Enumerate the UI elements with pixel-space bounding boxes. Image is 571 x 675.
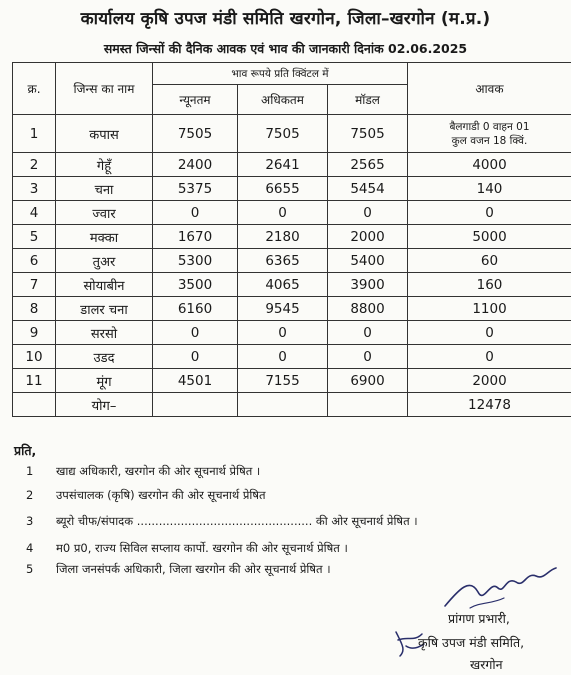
cell-serial: 7: [13, 273, 56, 297]
cell-min: 3500: [153, 273, 238, 297]
handwritten-signature: [440, 558, 560, 618]
header-min-price: न्यूनतम: [153, 85, 238, 115]
table-row: [13, 321, 571, 345]
cell-arrival: 4000: [408, 153, 571, 177]
cell-min: 1670: [153, 225, 238, 249]
cell-min: 2400: [153, 153, 238, 177]
cell-arrival: 140: [408, 177, 571, 201]
table-row: [13, 273, 571, 297]
cell-serial: 10: [13, 345, 56, 369]
signatory-place: खरगोन: [470, 657, 503, 672]
cell-arrival: [408, 115, 571, 153]
cell-commodity: सरसो: [56, 321, 153, 345]
signatory-office: कृषि उपज मंडी समिति,: [418, 635, 525, 650]
distribution-text: म0 प्र0, राज्य सिविल सप्लाय कार्पो. खरगोन की ओर सूचनार्थ प्रेषित ।: [56, 541, 348, 555]
distribution-number: 4: [26, 541, 34, 555]
arrival-line-vehicles: बैलगाडी 0 वाहन 01: [449, 120, 530, 133]
distribution-number: 5: [26, 562, 34, 576]
cell-arrival: 5000: [408, 225, 571, 249]
cell-modal: 0: [328, 345, 408, 369]
cell-max: 7155: [238, 369, 328, 393]
table-row: [13, 297, 571, 321]
cell-serial: 2: [13, 153, 56, 177]
cell-modal: 0: [328, 201, 408, 225]
cell-arrival: 0: [408, 321, 571, 345]
cell-modal: 2565: [328, 153, 408, 177]
cell-empty: [153, 393, 238, 417]
cell-serial: 9: [13, 321, 56, 345]
cell-max: 4065: [238, 273, 328, 297]
cell-arrival: 160: [408, 273, 571, 297]
cell-max: 7505: [238, 115, 328, 153]
cell-commodity: ज्वार: [56, 201, 153, 225]
cell-max: 0: [238, 201, 328, 225]
cell-serial: 8: [13, 297, 56, 321]
table-row: [13, 201, 571, 225]
distribution-text: जिला जनसंपर्क अधिकारी, जिला खरगोन की ओर सूचनार्थ प्रेषित ।: [56, 562, 331, 576]
cell-commodity: तुअर: [56, 249, 153, 273]
cell-serial: 5: [13, 225, 56, 249]
cell-modal: 6900: [328, 369, 408, 393]
header-arrival: आवक: [408, 63, 571, 115]
cell-min: 4501: [153, 369, 238, 393]
cell-serial: 11: [13, 369, 56, 393]
cell-commodity: सोयाबीन: [56, 273, 153, 297]
table-row: [13, 249, 571, 273]
cell-modal: 5454: [328, 177, 408, 201]
cell-serial: 1: [13, 115, 56, 153]
distribution-item: [14, 541, 348, 556]
distribution-item: [14, 464, 260, 479]
table-row: [13, 153, 571, 177]
cell-commodity: मक्का: [56, 225, 153, 249]
cell-max: 0: [238, 321, 328, 345]
distribution-number: 2: [26, 488, 34, 502]
office-title: कार्यालय कृषि उपज मंडी समिति खरगोन, जिला–खरगोन (म.प्र.): [80, 9, 491, 29]
table-row: [13, 225, 571, 249]
cell-empty: [328, 393, 408, 417]
cell-commodity: मूंग: [56, 369, 153, 393]
cell-arrival: 0: [408, 201, 571, 225]
cell-commodity: चना: [56, 177, 153, 201]
cell-max: 6655: [238, 177, 328, 201]
header-modal-price: मॉडल: [328, 85, 408, 115]
header-price-group: भाव रूपये प्रति क्विंटल में: [153, 63, 408, 85]
total-row: [13, 393, 571, 417]
header-serial: क्र.: [13, 63, 56, 115]
distribution-item: [14, 514, 418, 529]
price-arrival-table: [12, 62, 571, 417]
distribution-number: 1: [26, 464, 34, 478]
table-row: [13, 345, 571, 369]
cell-modal: 3900: [328, 273, 408, 297]
distribution-item: [14, 562, 331, 577]
total-arrival: 12478: [408, 393, 571, 417]
header-max-price: अधिकतम: [238, 85, 328, 115]
distribution-heading: प्रति,: [14, 443, 37, 458]
cell-modal: 8800: [328, 297, 408, 321]
table-row: [13, 177, 571, 201]
cell-min: 0: [153, 321, 238, 345]
cell-min: 0: [153, 345, 238, 369]
cell-min: 5300: [153, 249, 238, 273]
cell-empty: [13, 393, 56, 417]
signatory-designation: प्रांगण प्रभारी,: [448, 611, 510, 626]
distribution-text: ब्यूरो चीफ/संपादक ................................................ की ओर सूचनार्थ प्रेषित ।: [56, 514, 418, 528]
cell-min: 5375: [153, 177, 238, 201]
cell-empty: [238, 393, 328, 417]
cell-modal: 2000: [328, 225, 408, 249]
cell-serial: 6: [13, 249, 56, 273]
cell-arrival: 60: [408, 249, 571, 273]
cell-serial: 3: [13, 177, 56, 201]
distribution-item: [14, 488, 266, 503]
distribution-number: 3: [26, 514, 34, 528]
cell-arrival: 1100: [408, 297, 571, 321]
cell-commodity: गेहूँ: [56, 153, 153, 177]
cell-arrival: 0: [408, 345, 571, 369]
table-row: [13, 115, 571, 153]
cell-min: 0: [153, 201, 238, 225]
cell-arrival: 2000: [408, 369, 571, 393]
cell-modal: 0: [328, 321, 408, 345]
cell-max: 9545: [238, 297, 328, 321]
cell-max: 0: [238, 345, 328, 369]
cell-min: 7505: [153, 115, 238, 153]
cell-modal: 7505: [328, 115, 408, 153]
cell-commodity: डालर चना: [56, 297, 153, 321]
distribution-text: उपसंचालक (कृषि) खरगोन की ओर सूचनार्थ प्रेषित: [56, 488, 266, 502]
arrival-line-weight: कुल वजन 18 क्विं.: [451, 134, 528, 147]
cell-max: 2180: [238, 225, 328, 249]
cell-modal: 5400: [328, 249, 408, 273]
cell-max: 2641: [238, 153, 328, 177]
cell-max: 6365: [238, 249, 328, 273]
cell-commodity: कपास: [56, 115, 153, 153]
cell-min: 6160: [153, 297, 238, 321]
report-subtitle: समस्त जिन्सों की दैनिक आवक एवं भाव की जानकारी दिनांक 02.06.2025: [103, 41, 468, 56]
total-label: योग–: [56, 393, 153, 417]
table-row: [13, 369, 571, 393]
cell-commodity: उडद: [56, 345, 153, 369]
distribution-text: खाद्य अधिकारी, खरगोन की ओर सूचनार्थ प्रेषित ।: [56, 464, 261, 478]
header-commodity-name: जिन्स का नाम: [56, 63, 153, 115]
cell-serial: 4: [13, 201, 56, 225]
